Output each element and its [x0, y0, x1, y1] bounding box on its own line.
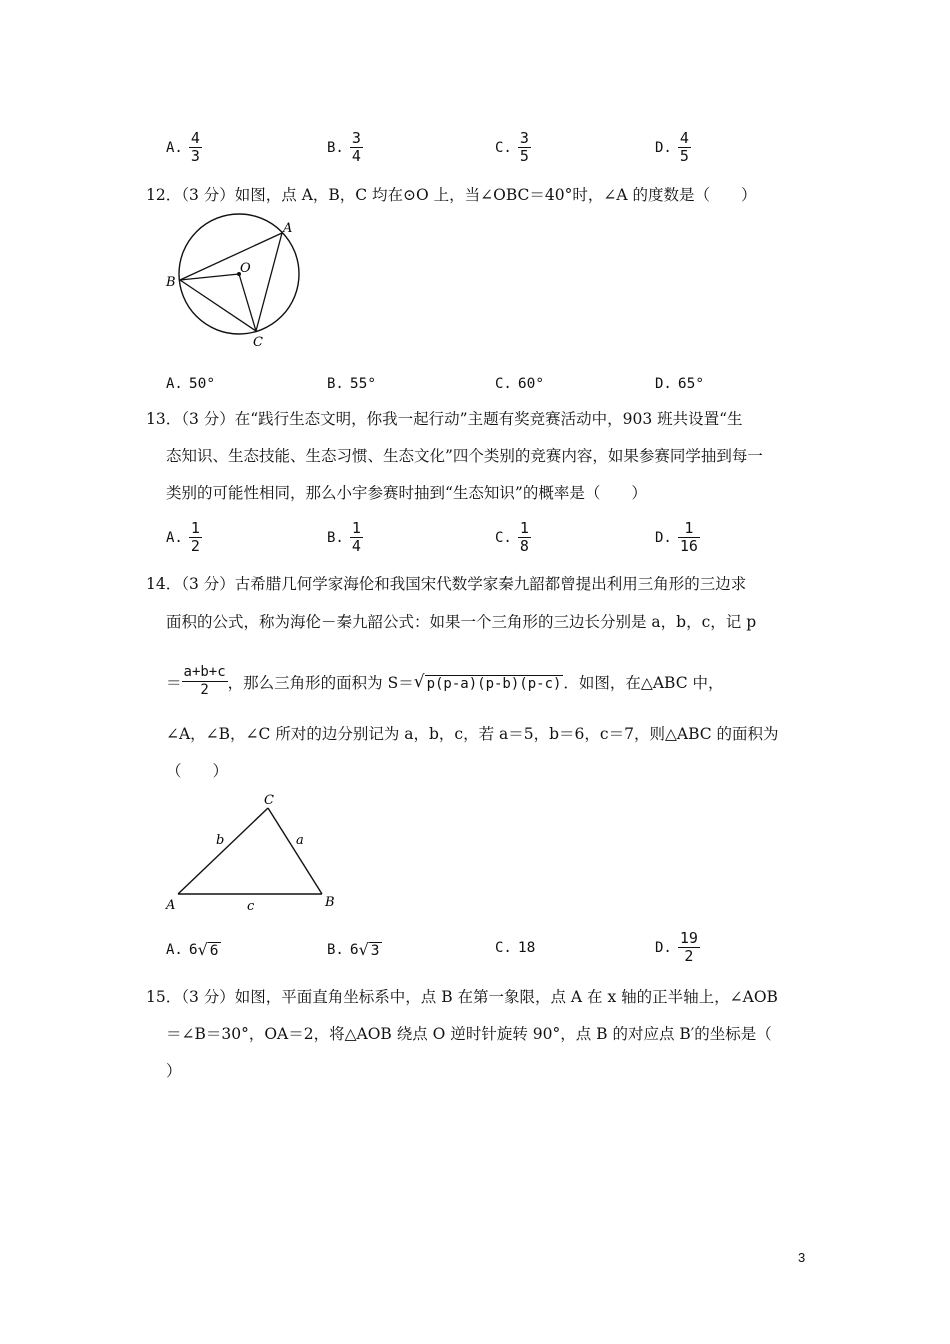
q14-p-fraction: $\frac{a+b+c}{2}$ — [183, 664, 226, 698]
q15-line-3: ） — [166, 1062, 182, 1080]
q13-line-3: 类别的可能性相同，那么小宇参赛时抽到“生态知识”的概率是（ ） — [166, 484, 647, 502]
q15-line-1: 15．（3 分）如图，平面直角坐标系中，点 B 在第一象限，点 A 在 x 轴的正半轴上，∠AOB — [146, 988, 778, 1006]
q14-sqrt-expression: √ p(p-a)(p-b)(p-c) — [413, 671, 562, 692]
q12-option-b: B. 55° — [327, 376, 377, 392]
q11-option-c: C. $\frac{3}{5}$ — [495, 129, 529, 165]
page-number: 3 — [798, 1250, 806, 1265]
q11-option-b: B. $\frac{3}{4}$ — [327, 129, 361, 165]
q14-line-5: （ ） — [166, 762, 229, 780]
q14-option-d: D. $\frac{19}{2}$ — [655, 929, 698, 965]
q14-option-b: B. 6 √ 3 — [327, 940, 380, 959]
q14-eq-prefix: ＝ — [166, 673, 182, 692]
q14-label-b-vertex: B — [325, 895, 335, 910]
q13-option-a: A. $\frac{1}{2}$ — [166, 519, 200, 555]
q12-stem: 12．（3 分）如图，点 A，B，C 均在⊙O 上，当∠OBC＝40°时，∠A 的度数是（ ） — [146, 186, 757, 204]
q14-label-side-a: a — [296, 833, 304, 848]
q13-option-b: B. $\frac{1}{4}$ — [327, 519, 361, 555]
q12-option-a: A. 50° — [166, 376, 216, 392]
q14-option-c: C. 18 — [495, 940, 536, 956]
q14-formula-line — [166, 664, 724, 699]
q12-label-a: A — [283, 221, 293, 236]
q13-line-1: 13．（3 分）在“践行生态文明，你我一起行动”主题有奖竞赛活动中，903 班共设置“生 — [146, 410, 743, 428]
q12-label-b: B — [166, 275, 176, 290]
q14-tail-text: ．如图，在△ABC 中， — [563, 673, 724, 692]
q11-option-d: D. $\frac{4}{5}$ — [655, 129, 689, 165]
q14-label-c-vertex: C — [264, 793, 274, 808]
q13-line-2: 态知识、生态技能、生态习惯、生态文化”四个类别的竞赛内容，如果参赛同学抽到每一 — [166, 447, 763, 465]
q14-label-a-vertex: A — [166, 898, 176, 913]
q14-line-2: 面积的公式，称为海伦－秦九韶公式：如果一个三角形的三边长分别是 a，b，c，记 p — [166, 613, 757, 631]
q13-option-c: C. $\frac{1}{8}$ — [495, 519, 529, 555]
q12-label-o: O — [240, 261, 251, 276]
q14-line-4: ∠A，∠B，∠C 所对的边分别记为 a，b，c，若 a＝5，b＝6，c＝7，则△ABC 的面积为 — [166, 725, 779, 743]
q13-option-d: D. $\frac{1}{16}$ — [655, 519, 698, 555]
q11-option-a: A. $\frac{4}{3}$ — [166, 129, 200, 165]
q15-line-2: ＝∠B＝30°，OA＝2，将△AOB 绕点 O 逆时针旋转 90°，点 B 的对应点 B′的坐标是（ — [166, 1025, 772, 1043]
q14-mid-text: ，那么三角形的面积为 S＝ — [227, 673, 414, 692]
q12-option-d: D. 65° — [655, 376, 705, 392]
q12-circle-figure — [160, 210, 310, 350]
q14-label-side-b: b — [216, 833, 225, 848]
q12-option-c: C. 60° — [495, 376, 545, 392]
q12-label-c: C — [253, 335, 263, 350]
q14-option-a: A. 6 √ 6 — [166, 940, 219, 959]
q14-triangle-figure — [160, 788, 350, 916]
q14-label-side-c: c — [247, 899, 255, 914]
q14-line-1: 14．（3 分）古希腊几何学家海伦和我国宋代数学家秦九韶都曾提出利用三角形的三边求 — [146, 575, 747, 593]
